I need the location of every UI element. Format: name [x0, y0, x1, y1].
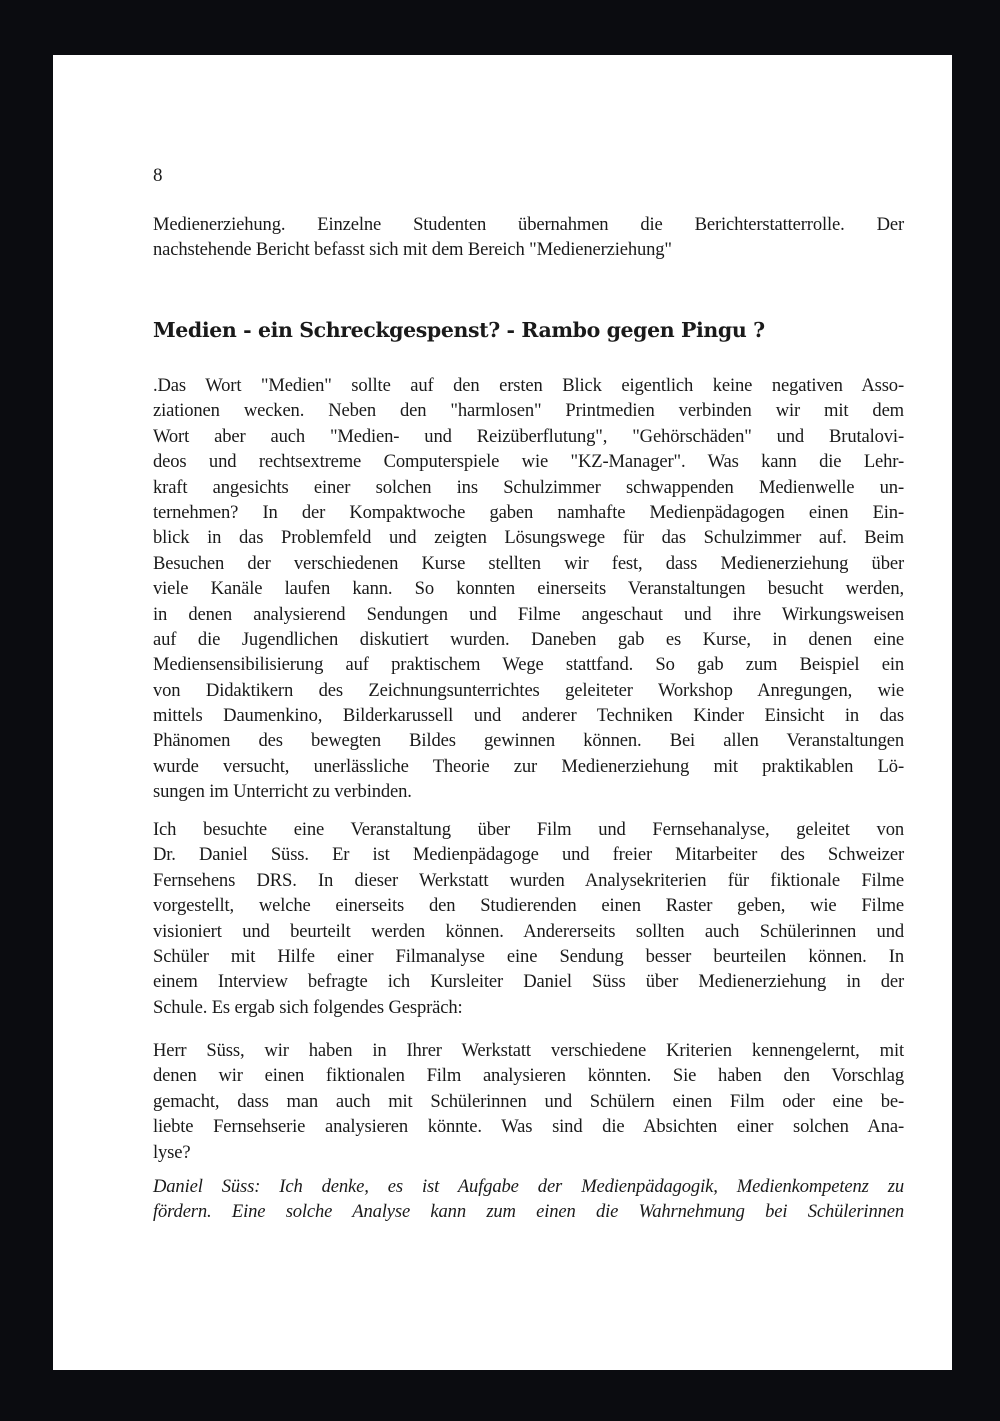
- interview-question: [153, 1038, 904, 1165]
- document-page: [53, 55, 952, 1370]
- text-line: Schüler mit Hilfe einer Filmanalyse eine Sendung besser beurteilen können. In: [153, 945, 904, 967]
- text-line: auf die Jugendlichen diskutiert wurden. Daneben gab es Kurse, in denen eine: [153, 628, 904, 650]
- text-line: in denen analysierend Sendungen und Filme angeschaut und ihre Wirkungsweisen: [153, 603, 904, 625]
- text-line: fördern. Eine solche Analyse kann zum einen die Wahrnehmung bei Schülerinnen: [153, 1201, 904, 1223]
- text-line: Fernsehens DRS. In dieser Werkstatt wurden Analysekriterien für fiktionale Filme: [153, 869, 904, 891]
- text-line: Daniel Süss: Ich denke, es ist Aufgabe der Medienpädagogik, Medienkompetenz zu: [153, 1176, 904, 1197]
- text-line: .Das Wort "Medien" sollte auf den ersten Blick eigentlich keine negativen Asso-: [153, 375, 904, 396]
- text-line: lyse?: [153, 1141, 191, 1163]
- text-line: Medienerziehung. Einzelne Studenten übernahmen die Berichterstatterrolle. Der: [153, 214, 904, 235]
- interview-answer: [153, 1174, 904, 1225]
- text-line: Ich besuchte eine Veranstaltung über Film und Fernsehanalyse, geleitet von: [153, 819, 904, 840]
- page-number: 8: [153, 165, 163, 186]
- text-line: Mediensensibilisierung auf praktischem Wege stattfand. So gab zum Beispiel ein: [153, 654, 904, 676]
- text-line: gemacht, dass man auch mit Schülerinnen und Schülern einen Film oder eine be-: [153, 1090, 904, 1112]
- text-line: Besuchen der verschiedenen Kurse stellten wir fest, dass Medienerziehung über: [153, 552, 904, 574]
- text-line: mittels Daumenkino, Bilderkarussell und anderer Techniken Kinder Einsicht in das: [153, 705, 904, 727]
- text-line: blick in das Problemfeld und zeigten Lösungswege für das Schulzimmer auf. Beim: [153, 527, 904, 549]
- text-line: wurde versucht, unerlässliche Theorie zur Medienerziehung mit praktikablen Lö-: [153, 755, 904, 777]
- text-line: liebte Fernsehserie analysieren könnte. Was sind die Absichten einer solchen Ana-: [153, 1116, 904, 1138]
- section-heading: Medien - ein Schreckgespenst? - Rambo gegen Pingu ?: [153, 318, 765, 342]
- text-line: Phänomen des bewegten Bildes gewinnen können. Bei allen Veranstaltungen: [153, 730, 904, 752]
- text-line: Dr. Daniel Süss. Er ist Medienpädagoge und freier Mitarbeiter des Schweizer: [153, 844, 904, 866]
- text-line: Herr Süss, wir haben in Ihrer Werkstatt verschiedene Kriterien kennengelernt, mit: [153, 1040, 904, 1061]
- text-line: Wort aber auch "Medien- und Reizüberflutung", "Gehörschäden" und Brutalovi-: [153, 425, 904, 447]
- text-line: deos und rechtsextreme Computerspiele wie "KZ-Manager". Was kann die Lehr-: [153, 451, 904, 473]
- text-line: vorgestellt, welche einerseits den Studierenden einen Raster geben, wie Filme: [153, 895, 904, 917]
- text-line: Schule. Es ergab sich folgendes Gespräch:: [153, 996, 463, 1018]
- text-line: kraft angesichts einer solchen ins Schulzimmer schwappenden Medienwelle un-: [153, 476, 904, 498]
- text-line: einem Interview befragte ich Kursleiter Daniel Süss über Medienerziehung in der: [153, 971, 904, 993]
- text-line: denen wir einen fiktionalen Film analysieren könnten. Sie haben den Vorschlag: [153, 1065, 904, 1087]
- text-line: ziationen wecken. Neben den "harmlosen" Printmedien verbinden wir mit dem: [153, 400, 904, 422]
- intro-paragraph: [153, 212, 904, 263]
- text-line: visioniert und beurteilt werden können. Andererseits sollten auch Schülerinnen und: [153, 920, 904, 942]
- text-line: sungen im Unterricht zu verbinden.: [153, 781, 412, 803]
- text-line: viele Kanäle laufen kann. So konnten einerseits Veranstaltungen besucht werden,: [153, 578, 904, 600]
- paragraph-workshop-report: [153, 817, 904, 1020]
- text-line: ternehmen? In der Kompaktwoche gaben namhafte Medienpädagogen einen Ein-: [153, 501, 904, 523]
- text-line: von Didaktikern des Zeichnungsunterrichtes geleiteter Workshop Anregungen, wie: [153, 679, 904, 701]
- text-line: nachstehende Bericht befasst sich mit dem Bereich "Medienerziehung": [153, 239, 672, 261]
- paragraph-media-intro: [153, 373, 904, 805]
